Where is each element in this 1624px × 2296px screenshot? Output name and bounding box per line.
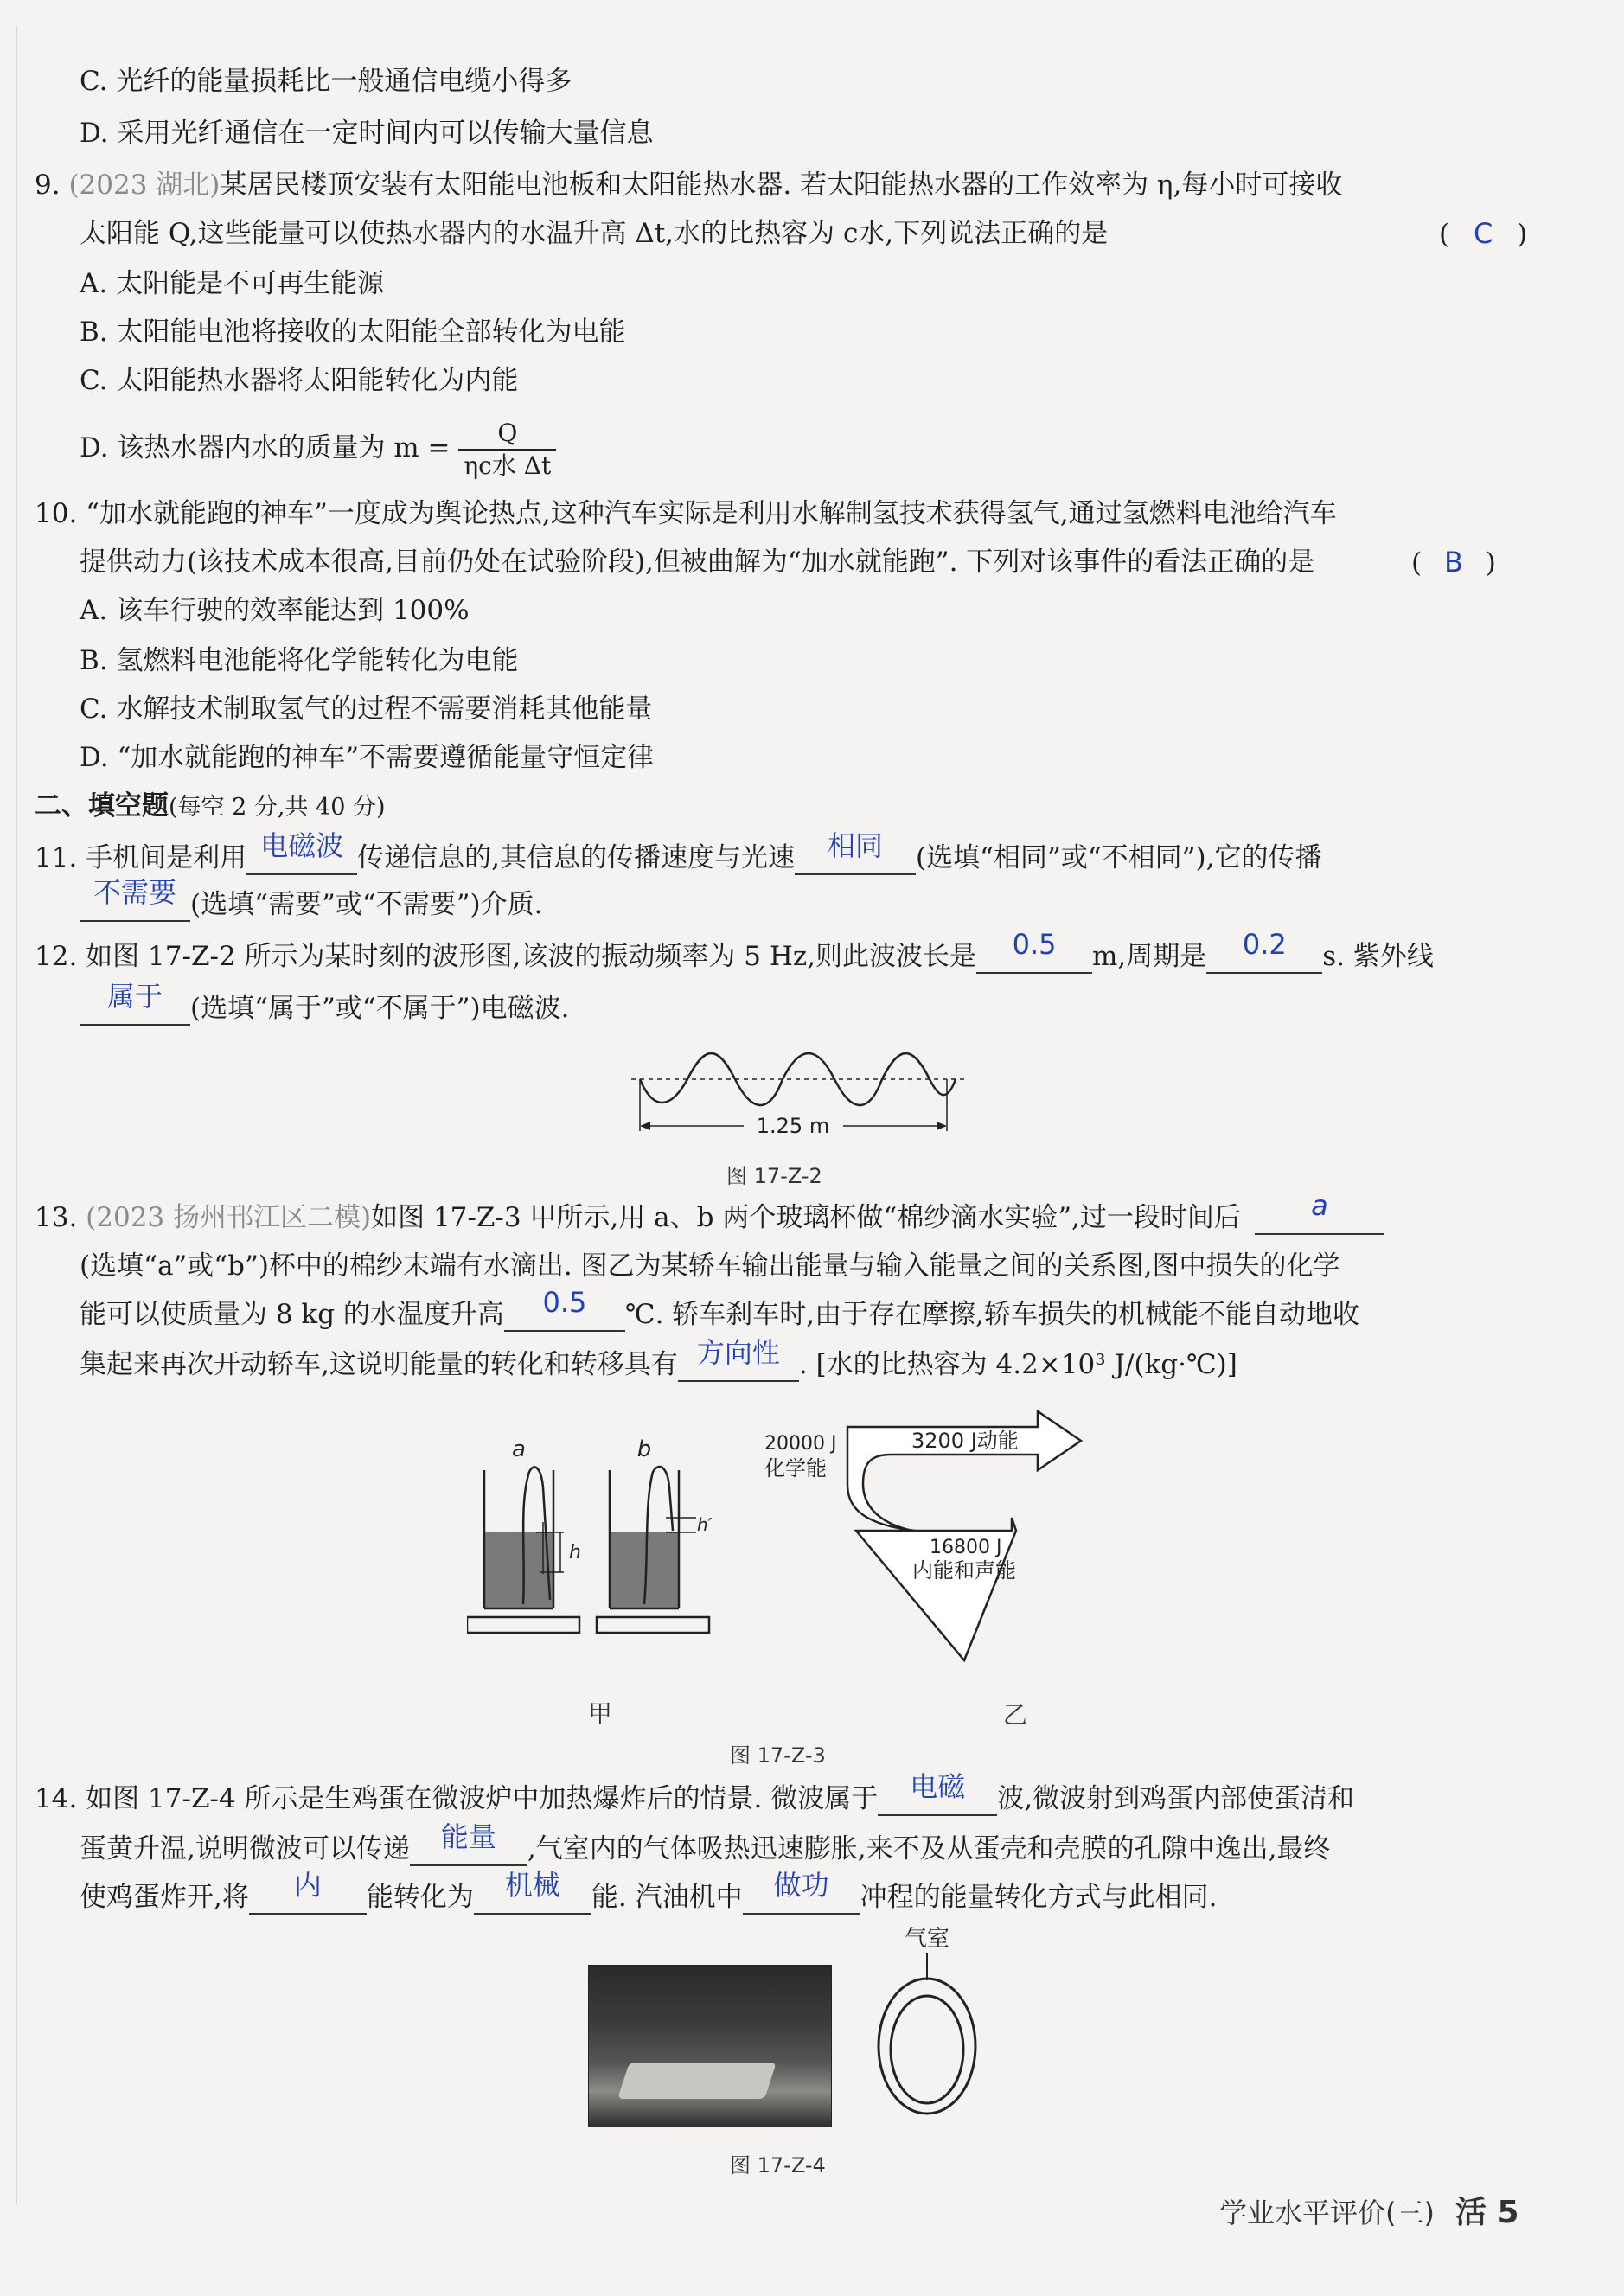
input-energy-type: 化学能 (764, 1456, 827, 1481)
figure-label-yi: 乙 (1003, 1701, 1028, 1730)
egg-shell (879, 1979, 975, 2114)
q11-line-2: 不需要 (选填“需要”或“不需要”)介质. (80, 887, 542, 922)
cup-b-stand (597, 1617, 709, 1633)
q10-number: 10. (35, 498, 78, 529)
footer-label: 学业水平评价(三) (1219, 2197, 1435, 2229)
q10-answer: B (1443, 546, 1463, 579)
q11-blank-2: 相同 (795, 841, 916, 875)
height-h-label: h (569, 1542, 581, 1564)
q14-blank-1: 电磁 (878, 1781, 997, 1816)
q11-number: 11. (35, 842, 78, 873)
q9-mass-fraction: $\frac{Q}{\text{ηc水 Δt}}$ (458, 418, 556, 482)
egg-cross-section (873, 1920, 1012, 2127)
q9-option-c: C. 太阳能热水器将太阳能转化为内能 (80, 365, 519, 396)
figure-caption-17-z-3: 图 17-Z-3 (730, 1743, 826, 1768)
q11-line-1: 11. 手机间是利用 电磁波 传递信息的,其信息的传播速度与光速 相同 (选填“相同”或“不相同”),它的传播 (35, 829, 1322, 873)
q13-line-1: 13. (2023 扬州邗江区二模)如图 17-Z-3 甲所示,用 a、b 两个玻璃杯做“棉纱滴水实验”,过一段时间后 a (35, 1200, 1384, 1235)
q13-line-3: 能可以使质量为 8 kg 的水温度升高 0.5 ℃. 轿车刹车时,由于存在摩擦,轿车损失的机械能不能自动地收 (80, 1286, 1360, 1330)
q13-blank-1: a (1255, 1200, 1384, 1235)
waveform-figure (623, 1034, 969, 1147)
q10-option-a: A. 该车行驶的效率能达到 100% (80, 595, 470, 626)
q13-number: 13. (35, 1202, 78, 1233)
q14-blank-2: 能量 (410, 1832, 527, 1866)
cups-figure (467, 1436, 726, 1643)
q14-blank-5: 做功 (743, 1880, 860, 1915)
figure-caption-17-z-2: 图 17-Z-2 (726, 1164, 822, 1188)
q9-answer: C (1473, 217, 1493, 250)
q14-blank-4: 机械 (474, 1880, 591, 1915)
q13-source: (2023 扬州邗江区二模) (86, 1202, 372, 1233)
energy-flow-figure (761, 1401, 1107, 1686)
microwave-photo (588, 1965, 832, 2127)
section-title: 二、填空题 (35, 790, 169, 822)
egg-inner-membrane (891, 1996, 963, 2103)
q9-stem-1: 某居民楼顶安装有太阳能电池板和太阳能热水器. 若太阳能热水器的工作效率为 η,每小时可接收 (220, 169, 1343, 201)
q10-answer-paren: ( B ) (1411, 546, 1496, 579)
q13-line-2: (选填“a”或“b”)杯中的棉纱末端有水滴出. 图乙为某轿车输出能量与输入能量之间的关系图,图中损失的化学 (80, 1250, 1340, 1282)
q14-number: 14. (35, 1783, 78, 1814)
height-h-prime-label: h′ (697, 1514, 713, 1535)
q9-option-a: A. 太阳能是不可再生能源 (80, 268, 385, 299)
section-note: (每空 2 分,共 40 分) (169, 794, 386, 821)
q10-option-c: C. 水解技术制取氢气的过程不需要消耗其他能量 (80, 694, 653, 725)
q8-option-d: D. 采用光纤通信在一定时间内可以传输大量信息 (80, 118, 654, 149)
q9-number: 9. (35, 169, 61, 201)
figure-label-jia: 甲 (588, 1699, 613, 1728)
q9-option-b: B. 太阳能电池将接收的太阳能全部转化为电能 (80, 317, 626, 348)
q10-stem-line-2: 提供动力(该技术成本很高,目前仍处在试验阶段),但被曲解为“加水就能跑”. 下列对该事件的看法正确的是 (80, 547, 1315, 578)
q13-line-4: 集起来再次开动轿车,这说明能量的转化和转移具有 方向性 . [水的比热容为 4.2×10³ J/(kg·℃)] (80, 1336, 1237, 1380)
margin-line (16, 26, 17, 2205)
air-chamber-label: 气室 (904, 1926, 950, 1952)
q13-blank-3: 方向性 (678, 1347, 799, 1382)
cup-b (597, 1467, 713, 1633)
cup-b-label: b (636, 1436, 652, 1462)
page-footer (1219, 2188, 1519, 2232)
q9-stem-line-2: 太阳能 Q,这些能量可以使热水器内的水温升高 Δt,水的比热容为 c水,下列说法正确的是 (80, 218, 1109, 249)
q10-option-b: B. 氢燃料电池能将化学能转化为电能 (80, 645, 519, 676)
q14-line-1: 14. 如图 17-Z-4 所示是生鸡蛋在微波炉中加热爆炸后的情景. 微波属于 电磁 波,微波射到鸡蛋内部使蛋清和 (35, 1770, 1355, 1814)
q11-blank-3: 不需要 (80, 887, 190, 922)
q9-source: (2023 湖北) (68, 169, 221, 201)
output-heat-value: 16800 J (930, 1537, 1002, 1558)
q12-blank-3: 属于 (80, 991, 190, 1026)
output-kinetic-label: 3200 J动能 (911, 1429, 1019, 1453)
page-number: 活 5 (1455, 2195, 1519, 2230)
q12-line-1: 12. 如图 17-Z-2 所示为某时刻的波形图,该波的振动频率为 5 Hz,则此波波长是 0.5 m,周期是 0.2 s. 紫外线 (35, 928, 1434, 972)
section-header (35, 789, 386, 825)
q9-stem-line-1 (35, 168, 1342, 202)
input-energy-value: 20000 J (764, 1433, 837, 1455)
cup-a (467, 1467, 581, 1633)
q12-blank-1: 0.5 (976, 939, 1092, 974)
q9-option-d: D. 该热水器内水的质量为 m = $\frac{Q}{\text{ηc水 Δt}}$ (80, 413, 556, 483)
figure-caption-17-z-4: 图 17-Z-4 (730, 2153, 826, 2178)
waveform-length-label: 1.25 m (756, 1114, 830, 1138)
cup-a-label: a (512, 1436, 526, 1462)
q10-stem-line-1: 10. “加水就能跑的神车”一度成为舆论热点,这种汽车实际是利用水解制氢技术获得氢气,通过氢燃料电池给汽车 (35, 498, 1337, 529)
egg-debris (617, 2063, 777, 2099)
q8-option-c: C. 光纤的能量损耗比一般通信电缆小得多 (80, 66, 572, 97)
q12-number: 12. (35, 941, 78, 972)
q9-answer-paren: ( C ) (1439, 217, 1528, 250)
q14-blank-3: 内 (249, 1880, 367, 1915)
q10-option-d: D. “加水就能跑的神车”不需要遵循能量守恒定律 (80, 742, 655, 773)
q12-line-2: 属于 (选填“属于”或“不属于”)电磁波. (80, 991, 569, 1026)
q14-line-2: 蛋黄升温,说明微波可以传递 能量 ,气室内的气体吸热迅速膨胀,来不及从蛋壳和壳膜的孔隙中逸出,最终 (80, 1820, 1331, 1864)
output-heat-type: 内能和声能 (912, 1558, 1016, 1583)
cup-a-stand (467, 1617, 579, 1633)
q11-blank-1: 电磁波 (246, 841, 357, 875)
q12-blank-2: 0.2 (1206, 939, 1322, 974)
q13-blank-2: 0.5 (504, 1297, 625, 1332)
q14-line-3: 使鸡蛋炸开,将 内 能转化为 机械 能. 汽油机中 做功 冲程的能量转化方式与此相同. (80, 1869, 1218, 1913)
